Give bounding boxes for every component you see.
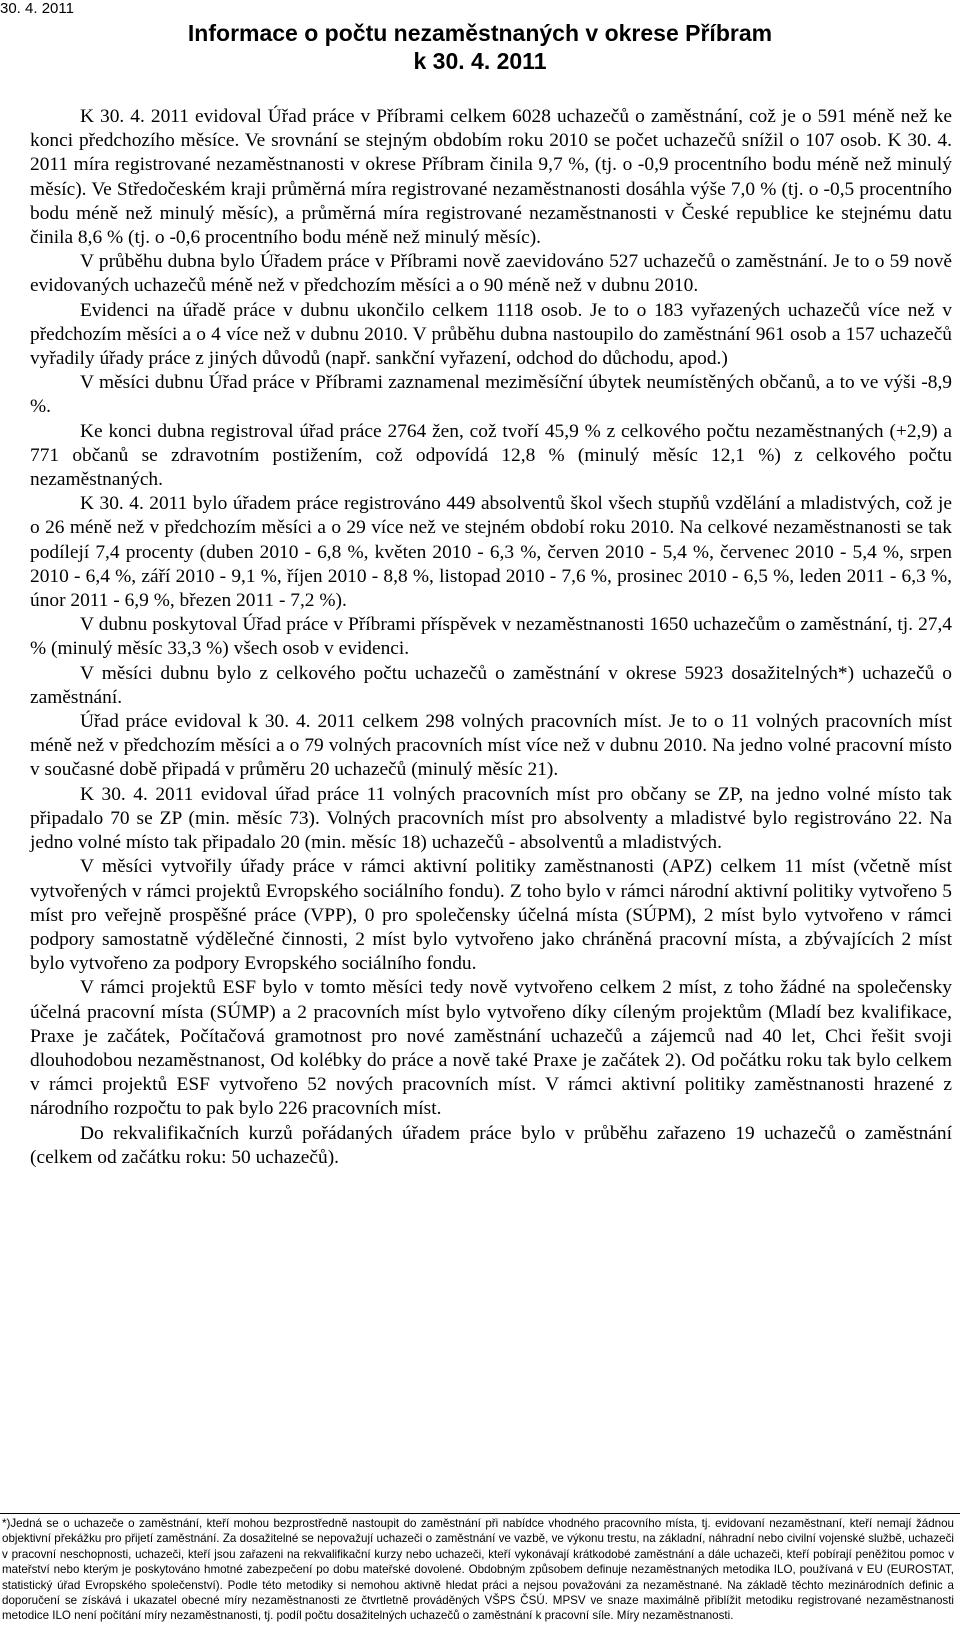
document-title-date: k 30. 4. 2011 (413, 48, 547, 74)
document-date: 30. 4. 2011 (0, 0, 74, 17)
paragraph-new-registrations: V průběhu dubna bylo Úřadem práce v Příbrami nově zaevidováno 527 uchazečů o zaměstnání. Je to o 59 nově evidovaných uchazečů méně než v předchozím měsíci a o 90 méně než v dubnu 2010. (30, 251, 952, 297)
document-title: Informace o počtu nezaměstnaných v okrese Příbram (187, 20, 773, 46)
paragraph-unemployment-rate: K 30. 4. 2011 evidoval Úřad práce v Příbrami celkem 6028 uchazečů o zaměstnání, což je o 591 méně než ke konci předchozího měsíce. Ve srovnání se stejným obdobím roku 2010 se počet uchazečů snížil o 107 osob. K 30. 4. 2011 míra registrované nezaměstnanosti v okrese Příbram činila 9,7 %, (tj. o -0,9 procentního bodu méně než minulý měsíc). Ve Středočeském kraji průměrná míra registrované nezaměstnanosti dosáhla výše 7,0 % (tj. o -0,5 procentního bodu méně než minulý měsíc), a průměrná míra registrované nezaměstnanosti v České republice ke stejnému datu činila 8,6 % (tj. o -0,6 procentního bodu méně než minulý měsíc). (30, 106, 952, 249)
footnote-divider (0, 1513, 960, 1514)
paragraph-retraining: Do rekvalifikačních kurzů pořádaných úřadem práce bylo v průběhu zařazeno 19 uchazečů o zaměstnání (celkem od začátku roku: 50 uchazečů). (30, 1122, 952, 1168)
paragraph-vacancies-zp: K 30. 4. 2011 evidoval úřad práce 11 volných pracovních míst pro občany se ZP, na jedno volné místo tak připadalo 70 se ZP (min. měsíc 73). Volných pracovních míst pro absolventy a mladistvé bylo registrováno 22. Na jedno volné místo tak připadalo 20 (min. měsíc 18) uchazečů - absolventů a mladistvých. (30, 783, 952, 854)
paragraph-ended-registrations: Evidenci na úřadě práce v dubnu ukončilo celkem 1118 osob. Je to o 183 vyřazených uchazečů více než v předchozím měsíci a o 4 více než v dubnu 2010. V průběhu dubna nastoupilo do zaměstnání 961 osob a 157 uchazečů vyřadily úřady práce z jiných důvodů (např. sankční vyřazení, odchod do důchodu, apod.) (30, 299, 952, 370)
report-body (30, 105, 952, 1170)
paragraph-benefits: V dubnu poskytoval Úřad práce v Příbrami příspěvek v nezaměstnanosti 1650 uchazečům o zaměstnání, tj. 27,4 % (minulý měsíc 33,3 %) všech osob v evidenci. (30, 614, 952, 660)
paragraph-apz: V měsíci vytvořily úřady práce v rámci aktivní politiky zaměstnanosti (APZ) celkem 11 míst (včetně míst vytvořených v rámci projektů Evropského sociálního fondu). Z toho bylo v rámci národní aktivní politiky vytvořeno 5 míst pro veřejně prospěšné práce (VPP), 0 pro společensky účelná místa (SÚPM), 2 míst bylo vytvořeno v rámci podpory samostatně výdělečné činnosti, 2 míst bylo vytvořeno jako chráněná pracovní místa, a zbývajících 2 míst bylo vytvořeno za podpory Evropského sociálního fondu. (30, 856, 952, 975)
paragraph-available-applicants: V měsíci dubnu bylo z celkového počtu uchazečů o zaměstnání v okrese 5923 dosažitelných*) uchazečů o zaměstnání. (30, 662, 952, 708)
paragraph-graduates: K 30. 4. 2011 bylo úřadem práce registrováno 449 absolventů škol všech stupňů vzdělání a mladistvých, což je o 26 méně než v předchozím měsíci a o 29 více než ve stejném období roku 2010. Na celkové nezaměstnanosti se tak podílejí 7,4 procenty (duben 2010 - 6,8 %, květen 2010 - 6,3 %, červen 2010 - 5,4 %, červenec 2010 - 5,4 %, srpen 2010 - 6,4 %, září 2010 - 9,1 %, říjen 2010 - 8,8 %, listopad 2010 - 7,6 %, prosinec 2010 - 6,5 %, leden 2011 - 6,3 %, únor 2011 - 6,9 %, březen 2011 - 7,2 %). (30, 493, 952, 612)
paragraph-monthly-decrease: V měsíci dubnu Úřad práce v Příbrami zaznamenal meziměsíční úbytek neumístěných občanů, a to ve výši -8,9 %. (30, 372, 952, 418)
footnote: *)Jedná se o uchazeče o zaměstnání, kteří mohou bezprostředně nastoupit do zaměstnání při nabídce vhodného pracovního místa, tj. evidovaní nezaměstnaní, kteří nemají žádnou objektivní překážku pro přijetí zaměstnání. Za dosažitelné se nepovažují uchazeči o zaměstnání ve vazbě, ve výkonu trestu, na základní, náhradní nebo civilní vojenské službě, uchazeči v pracovní neschopnosti, uchazeči, kteří jsou zařazeni na rekvalifikační kurzy nebo uchazeči, kteří vykonávají krátkodobé zaměstnání a dále uchazeči, kteří pobírají peněžitou pomoc v mateřství nebo kterým je poskytováno hmotné zabezpečení po dobu mateřské dovolené. Obdobným způsobem definuje nezaměstnaných metodika ILO, používaná v EU (EUROSTAT, statistický úřad Evropského společenství). Podle této metodiky si nemohou aktivně hledat práci a nejsou považováni za nezaměstnané. Na základě těchto mezinárodních definic a doporučení se získává i ukazatel obecné míry nezaměstnanosti ze čtvrtletně prováděných VŠPS ČSÚ. MPSV ve snaze maximálně přiblížit metodiku registrované nezaměstnanosti metodice ILO není počítání míry nezaměstnanosti, tj. podíl počtu dosažitelných uchazečů o zaměstnání k pracovní síle. Míry nezaměstnanosti. (2, 1517, 954, 1623)
paragraph-women-disabled: Ke konci dubna registroval úřad práce 2764 žen, což tvoří 45,9 % z celkového počtu nezaměstnaných (+2,9) a 771 občanů se zdravotním postižením, což odpovídá 12,8 % (minulý měsíc 12,1 %) z celkového počtu nezaměstnaných. (30, 420, 952, 491)
paragraph-vacancies: Úřad práce evidoval k 30. 4. 2011 celkem 298 volných pracovních míst. Je to o 11 volných pracovních míst méně než v předchozím měsíci a o 79 volných pracovních míst více než v dubnu 2010. Na jedno volné pracovní místo v současné době připadá v průměru 20 uchazečů (minulý měsíc 21). (30, 711, 952, 781)
paragraph-esf-projects: V rámci projektů ESF bylo v tomto měsíci tedy nově vytvořeno celkem 2 míst, z toho žádné na společensky účelná pracovní místa (SÚMP) a 2 pracovních míst bylo vytvořeno díky cíleným projektům (Mladí bez kvalifikace, Praxe je začátek, Počítačová gramotnost pro nové zaměstnání uchazečů a zájemců nad 40 let, Chci řešit svoji dlouhodobou nezaměstnanost, Od kolébky do práce a nově také Praxe je začátek 2). Od počátku roku tak bylo celkem v rámci projektů ESF vytvořeno 52 nových pracovních míst. V rámci aktivní politiky zaměstnanosti hrazené z národního rozpočtu to pak bylo 226 pracovních míst. (30, 977, 952, 1120)
